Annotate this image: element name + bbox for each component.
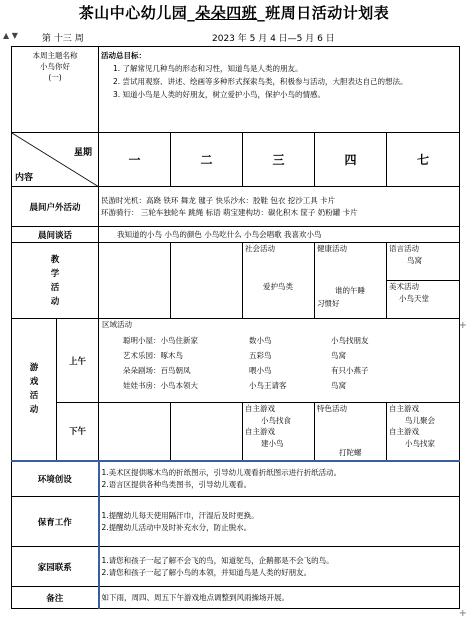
care-item: 1.提醒幼儿每天使用隔汗巾，汗湿后及时更换。 <box>101 511 259 520</box>
home-item: 1.请您和孩子一起了解不会飞的鸟，知道鸵鸟，企鹅都是不会飞的鸟。 <box>101 556 334 565</box>
outdoor-content <box>99 187 460 227</box>
teaching-row-top <box>12 243 460 281</box>
pm-fri <box>387 403 460 461</box>
area-activities <box>99 319 460 403</box>
pm-wed-item: 小鸟找食 <box>261 415 291 425</box>
pm-wed-item: 建小鸟 <box>261 438 284 448</box>
area-item: 娃娃书房：小鸟本领大 <box>123 380 198 390</box>
area-item: 朵朵剧场：百鸟朝凤 <box>123 365 191 375</box>
theme-name: 小鸟你好 <box>40 62 70 71</box>
plan-table <box>11 46 460 609</box>
title-class: 朵朵四班 <box>195 4 258 22</box>
pm-wed-type: 自主游戏 <box>245 404 275 413</box>
note-content: 如下雨，周四、周五下午游戏地点调整到风雨操场开展。 <box>99 587 460 609</box>
teaching-wed <box>243 243 315 319</box>
care-label: 保育工作 <box>12 497 99 547</box>
teaching-fri-art <box>387 281 460 319</box>
game-morning-label: 上午 <box>57 319 99 403</box>
day-header-wed: 三 <box>243 133 315 187</box>
teaching-fri-lang <box>387 243 460 281</box>
talk-label: 晨间谈话 <box>12 227 99 243</box>
area-item: 数小鸟 <box>249 335 272 345</box>
teaching-wed-name: 爱护鸟类 <box>263 282 293 291</box>
theme-row <box>12 47 460 133</box>
title-school: 茶山中心幼儿园_ <box>78 4 196 22</box>
home-label: 家园联系 <box>12 547 99 587</box>
teaching-thu-type: 健康活动 <box>317 244 347 253</box>
pm-wed <box>243 403 315 461</box>
plan-meta <box>0 30 468 46</box>
area-item: 鸟窝 <box>331 380 346 390</box>
teaching-fri-type2: 美术活动 <box>389 282 419 291</box>
goals-cell <box>99 47 460 133</box>
care-item: 2.提醒幼儿活动中及时补充水分，防止脱水。 <box>101 522 252 532</box>
area-item: 小鸟王请客 <box>249 380 287 390</box>
pm-mon <box>99 403 171 461</box>
day-label: 星期 <box>73 148 92 158</box>
area-item: 喂小鸟 <box>249 365 272 375</box>
env-row <box>12 461 460 497</box>
outdoor-row <box>12 187 460 227</box>
game-char: 戏 <box>29 377 39 388</box>
teaching-fri-name1: 鸟窝 <box>407 255 422 265</box>
area-item: 聪明小屋：小鸟住新家 <box>123 335 198 345</box>
weekday-header-row <box>12 133 460 187</box>
week-label: 第 十三 周 <box>42 34 84 44</box>
care-content <box>99 497 460 547</box>
teaching-char: 教 <box>50 254 60 265</box>
area-title: 区域活动 <box>102 320 132 329</box>
pm-fri-item: 小鸟找家 <box>405 438 435 448</box>
outdoor-line: 环游骑行： 三轮车独轮车 跳绳 标语 萌宝建构坊：碳化积木 筐子 奶粉罐 卡片 <box>101 207 358 217</box>
teaching-thu-name: 谁的午睡 <box>335 286 365 295</box>
collapse-icon[interactable]: ▲ ▼ <box>3 31 18 40</box>
theme-label: 本周主题名称 <box>32 51 78 60</box>
pm-thu-name: 打陀螺 <box>339 448 362 457</box>
teaching-mon <box>99 243 171 319</box>
env-content <box>99 461 460 497</box>
pm-fri-type2: 自主游戏 <box>389 427 419 436</box>
diagonal-header-cell <box>12 133 99 187</box>
pm-wed-type2: 自主游戏 <box>245 427 275 436</box>
goal-item: 2. 尝试用观察、讲述、绘画等多种形式探索鸟类，积极参与活动，大胆表达自己的想法。 <box>113 77 408 86</box>
theme-sub: (一) <box>48 73 62 82</box>
game-afternoon-row <box>12 403 460 461</box>
goal-item: 1. 了解常见几种鸟的形态和习性，知道鸟是人类的朋友。 <box>113 64 303 73</box>
day-header-tue: 二 <box>171 133 243 187</box>
game-morning-row <box>12 319 460 403</box>
game-label <box>12 319 57 461</box>
content-label: 内容 <box>15 173 34 183</box>
game-char: 活 <box>29 391 39 402</box>
goal-item: 3. 知道小鸟是人类的好朋友，树立爱护小鸟，保护小鸟的情感。 <box>113 90 326 99</box>
day-header-mon: 一 <box>99 133 171 187</box>
goals-heading: 活动总目标： <box>101 51 146 60</box>
teaching-wed-type: 社会活动 <box>245 244 275 253</box>
area-item: 艺术乐园：啄木鸟 <box>123 350 183 360</box>
teaching-thu <box>315 243 387 319</box>
talk-content: 我知道的小鸟 小鸟的颜色 小鸟吃什么 小鸟会唱歌 我喜欢小鸟 <box>99 227 460 243</box>
pm-thu-type: 特色活动 <box>317 404 347 413</box>
theme-cell <box>12 47 99 133</box>
teaching-fri-type1: 语言活动 <box>389 244 419 253</box>
home-row <box>12 547 460 587</box>
pm-fri-type: 自主游戏 <box>389 404 419 413</box>
teaching-char: 学 <box>50 268 60 279</box>
add-row-icon[interactable]: + <box>458 320 467 331</box>
game-char: 游 <box>29 363 39 374</box>
area-item: 有只小燕子 <box>331 365 369 375</box>
area-item: 五彩鸟 <box>249 350 272 360</box>
note-row <box>12 587 460 609</box>
teaching-char: 动 <box>50 296 60 307</box>
game-char: 动 <box>29 405 39 416</box>
outdoor-label: 晨间户外活动 <box>12 187 99 227</box>
area-item: 小鸟找朋友 <box>331 335 369 345</box>
outdoor-line: 民游时光机：高跷 铁环 舞龙 毽子 快乐沙水：胶鞋 包衣 挖沙工具 卡片 <box>101 196 336 205</box>
date-range: 2023 年 5 月 4 日—5 月 6 日 <box>212 34 335 44</box>
teaching-tue <box>171 243 243 319</box>
note-label: 备注 <box>12 587 99 609</box>
teaching-label <box>12 243 99 319</box>
pm-tue <box>171 403 243 461</box>
home-item: 2.请您和孩子一起了解小鸟的本领，并知道鸟是人类的好朋友。 <box>101 567 312 577</box>
env-item: 1.美术区提供啄木鸟的折纸图示，引导幼儿观看折纸图示进行折纸活动。 <box>101 468 342 478</box>
care-row <box>12 497 460 547</box>
add-row-icon[interactable]: + <box>458 608 467 619</box>
env-item: 2.语言区提供各种鸟类图书，引导幼儿观看。 <box>101 479 252 489</box>
pm-thu <box>315 403 387 461</box>
day-header-thu: 四 <box>315 133 387 187</box>
env-label: 环境创设 <box>12 461 99 497</box>
page-title <box>0 2 468 23</box>
teaching-fri-name2: 小鸟天堂 <box>399 293 429 303</box>
game-afternoon-label: 下午 <box>57 403 99 461</box>
teaching-char: 活 <box>50 282 60 293</box>
title-suffix: _班周日活动计划表 <box>257 4 390 22</box>
pm-fri-item: 鸟儿聚会 <box>405 415 435 425</box>
area-item: 鸟窝 <box>331 350 346 360</box>
home-content <box>99 547 460 587</box>
talk-row <box>12 227 460 243</box>
teaching-thu-name2: 习惯好 <box>317 299 340 308</box>
day-header-fri: 七 <box>387 133 460 187</box>
